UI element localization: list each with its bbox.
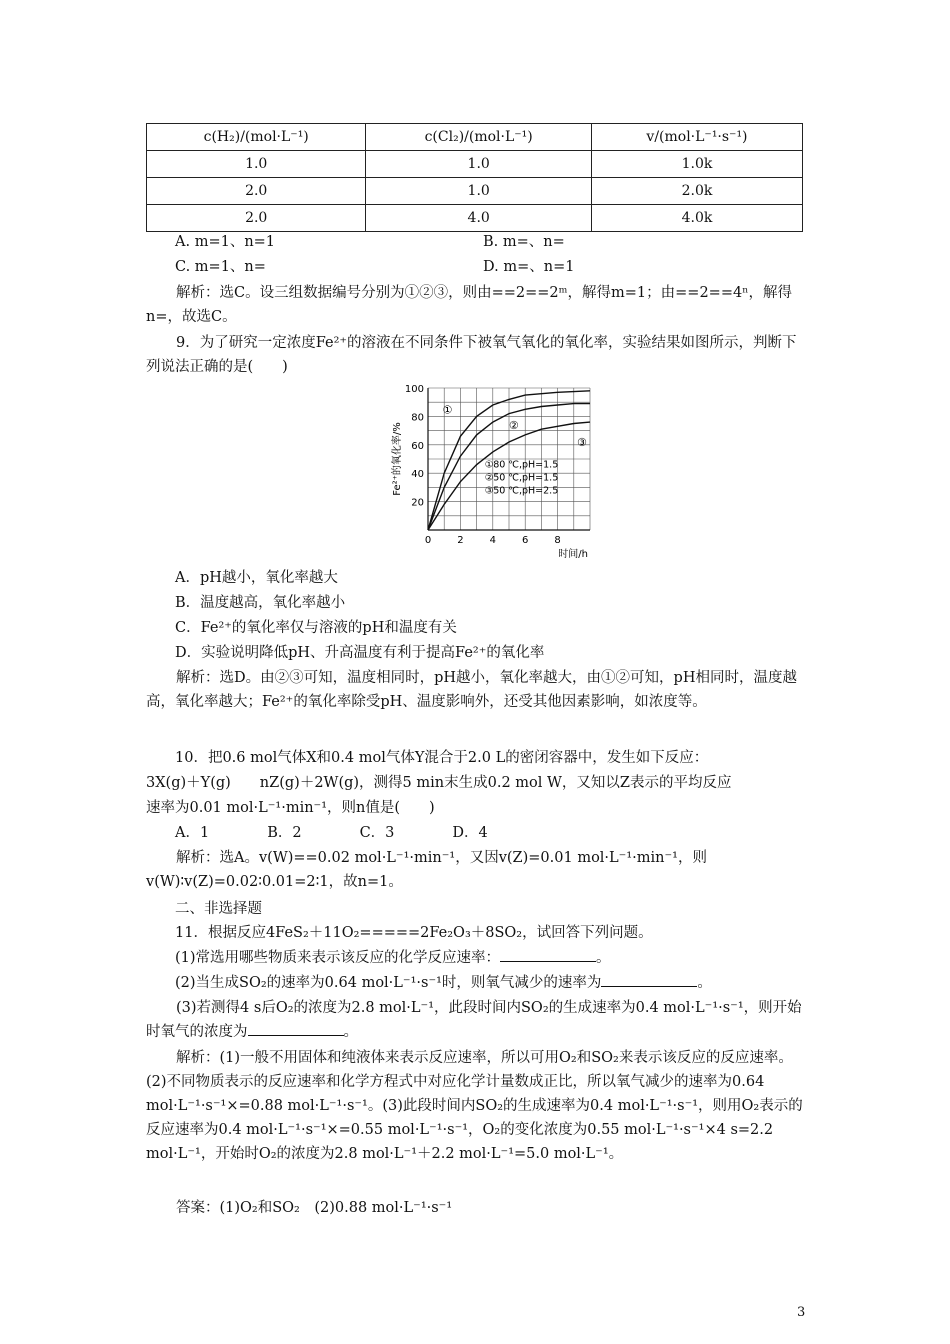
- y-tick-label: 20: [411, 497, 424, 509]
- table-cell: 2.0k: [591, 178, 802, 205]
- table-row: [147, 205, 803, 232]
- page-number: 3: [797, 1305, 806, 1320]
- y-tick-label: 80: [411, 412, 424, 424]
- table-cell: 1.0k: [591, 151, 802, 178]
- table-cell: 1.0: [366, 151, 592, 178]
- series-marker-label: ②: [508, 419, 519, 433]
- x-tick-label: 8: [554, 535, 561, 546]
- q11-part2-text: (2)当生成SO₂的速率为0.64 mol·L⁻¹·s⁻¹时，则氧气减少的速率为: [175, 975, 602, 991]
- rate-data-table: [146, 123, 803, 232]
- q9-option-c: C．Fe²⁺的氧化率仅与溶液的pH和温度有关: [175, 620, 457, 636]
- q11-stem: 11．根据反应4FeS₂＋11O₂=====2Fe₂O₃＋8SO₂，试回答下列问题。: [175, 925, 653, 941]
- q11-part1-text: (1)常选用哪些物质来表示该反应的化学反应速率：: [175, 950, 501, 966]
- table-cell: 2.0: [147, 178, 366, 205]
- q11-analysis: 解析：(1)一般不用固体和纯液体来表示反应速率，所以可用O₂和SO₂来表示该反应的反应速率。(2)不同物质表示的反应速率和化学方程式中对应化学计量数成正比，所以氧气减少的速率为0.64 mol·L⁻¹·s⁻¹×=0.88 mol·L⁻¹·s⁻¹。(3)此段时间内SO₂的生成速率为0.4 mol·L⁻¹·s⁻¹，则用O₂表示的反应速率为0.4 mol·L⁻¹·s⁻¹×=0.55 mol·L⁻¹·s⁻¹，O₂的变化浓度为0.55 mol·L⁻¹·s⁻¹×4 s=2.2 mol·L⁻¹，开始时O₂的浓度为2.8 mol·L⁻¹＋2.2 mol·L⁻¹=5.0 mol·L⁻¹。: [146, 1050, 803, 1162]
- legend-entry: ③50 ℃,pH=2.5: [484, 485, 559, 497]
- q11-part3: [146, 996, 806, 1044]
- q11-part3-end: 。: [343, 1024, 358, 1040]
- q9-option-d: D．实验说明降低pH、升高温度有利于提高Fe²⁺的氧化率: [175, 645, 545, 661]
- x-tick-label: 2: [457, 535, 464, 546]
- y-tick-label: 40: [411, 469, 424, 481]
- table-cell: 4.0: [366, 205, 592, 232]
- x-tick-label: 0: [424, 535, 432, 546]
- q9-analysis: 解析：选D。由②③可知，温度相同时，pH越小，氧化率越大，由①②可知，pH相同时，温度越高，氧化率越大；Fe²⁺的氧化率除受pH、温度影响外，还受其他因素影响，如浓度等。: [146, 670, 797, 710]
- q11-part1-end: 。: [596, 950, 611, 966]
- q10-stem-line1: 10．把0.6 mol气体X和0.4 mol气体Y混合于2.0 L的密闭容器中，发生如下反应：: [175, 750, 709, 766]
- table-header: c(H₂)/(mol·L⁻¹): [147, 124, 366, 151]
- y-tick-label: 60: [411, 440, 424, 452]
- y-axis-label: Fe²⁺的氧化率/%: [392, 422, 403, 496]
- answer-blank[interactable]: [500, 947, 596, 962]
- q10-stem-line2: 3X(g)＋Y(g) nZ(g)＋2W(g)，测得5 min末生成0.2 mol W，又知以Z表示的平均反应: [146, 775, 732, 791]
- q8-option-a: A. m=1、n=1: [175, 234, 276, 250]
- q11-part3-text: (3)若测得4 s后O₂的浓度为2.8 mol·L⁻¹，此段时间内SO₂的生成速率为0.4 mol·L⁻¹·s⁻¹，则开始时氧气的浓度为: [146, 1000, 802, 1040]
- q8-option-b: B. m=、n=: [483, 234, 565, 250]
- legend-entry: ①80 ℃,pH=1.5: [484, 459, 559, 471]
- table-cell: 2.0: [147, 205, 366, 232]
- x-tick-label: 4: [489, 535, 496, 546]
- q8-option-c: C. m=1、n=: [175, 259, 266, 275]
- answer-blank[interactable]: [601, 972, 697, 987]
- q11-answer: 答案：(1)O₂和SO₂ (2)0.88 mol·L⁻¹·s⁻¹: [176, 1200, 453, 1216]
- q10-options: A．1 B．2 C．3 D．4: [175, 825, 488, 841]
- series-marker-label: ①: [442, 403, 453, 417]
- series-marker-label: ③: [576, 436, 587, 450]
- x-tick-label: 6: [522, 535, 529, 546]
- table-row: [147, 178, 803, 205]
- table-cell: 1.0: [147, 151, 366, 178]
- table-header: c(Cl₂)/(mol·L⁻¹): [366, 124, 592, 151]
- q11-part2: [175, 971, 712, 995]
- q10-stem-line3: 速率为0.01 mol·L⁻¹·min⁻¹，则n值是( ): [146, 800, 435, 816]
- table-row: [147, 151, 803, 178]
- x-axis-label: 时间/h: [558, 549, 588, 560]
- q11-part1: [175, 946, 611, 970]
- y-tick-label: 100: [404, 384, 424, 395]
- answer-blank[interactable]: [248, 1021, 344, 1036]
- q11-part2-end: 。: [697, 975, 712, 991]
- q8-analysis: 解析：选C。设三组数据编号分别为①②③，则由==2==2ᵐ，解得m=1；由==2==4ⁿ，解得n=，故选C。: [146, 285, 792, 325]
- q10-analysis: 解析：选A。v(W)==0.02 mol·L⁻¹·min⁻¹，又因v(Z)=0.01 mol·L⁻¹·min⁻¹，则v(W)∶v(Z)=0.02∶0.01=2∶1，故n=1。: [146, 850, 707, 890]
- q9-stem: 9．为了研究一定浓度Fe²⁺的溶液在不同条件下被氧气氧化的氧化率，实验结果如图所示，判断下列说法正确的是( ): [146, 335, 797, 375]
- section-heading: 二、非选择题: [175, 901, 262, 917]
- table-cell: 4.0k: [591, 205, 802, 232]
- legend-entry: ②50 ℃,pH=1.5: [484, 472, 559, 484]
- q9-option-a: A．pH越小，氧化率越大: [175, 570, 338, 586]
- q8-option-d: D. m=、n=1: [483, 259, 575, 275]
- q9-option-b: B．温度越高，氧化率越小: [175, 595, 346, 611]
- table-cell: 1.0: [366, 178, 592, 205]
- oxidation-rate-chart: [380, 380, 610, 560]
- table-header: v/(mol·L⁻¹·s⁻¹): [591, 124, 802, 151]
